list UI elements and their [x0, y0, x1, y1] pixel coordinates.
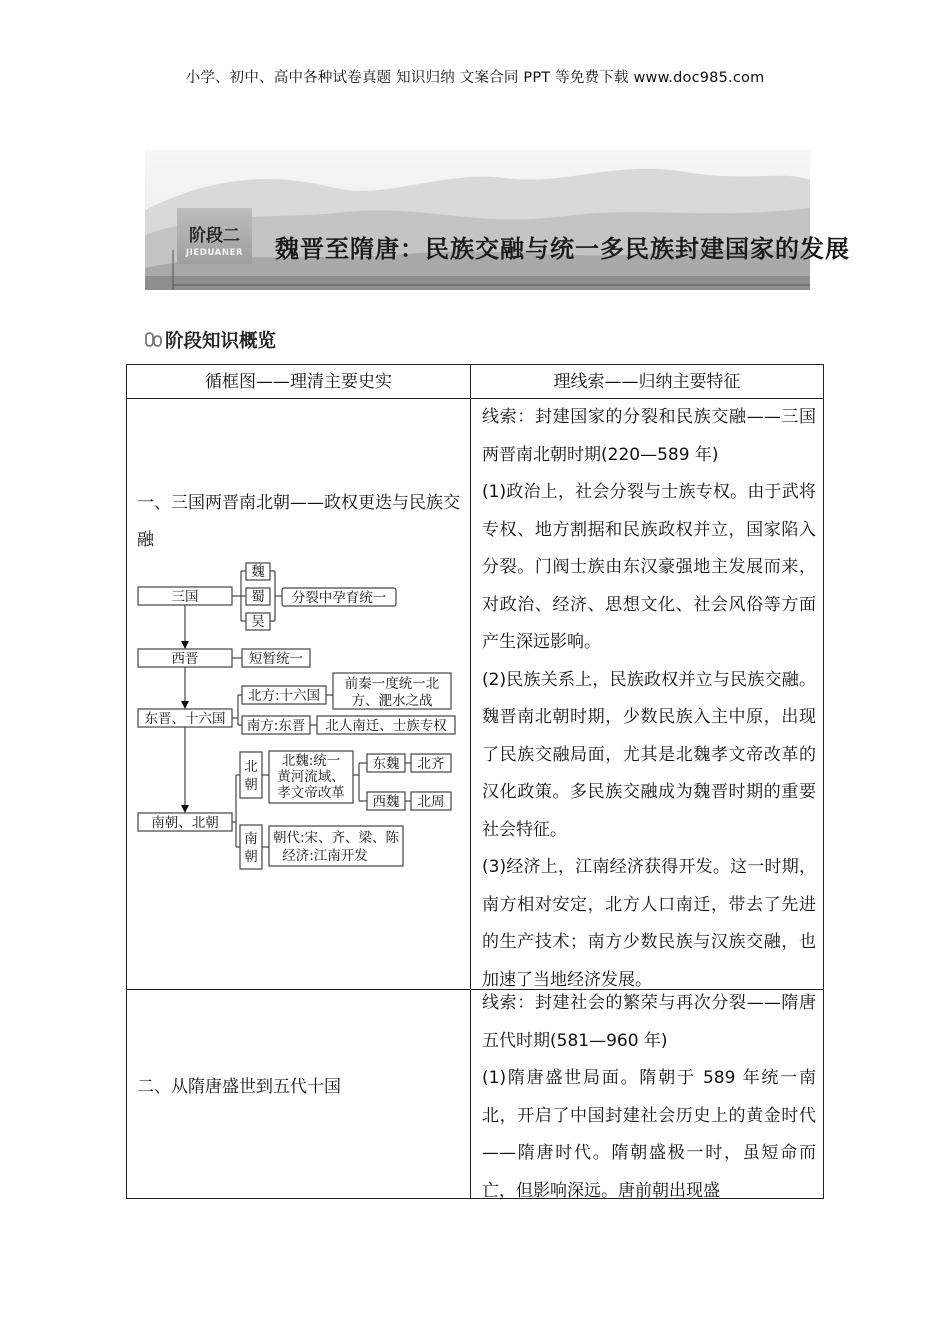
dongwei-label: 东魏	[372, 756, 400, 772]
beichao-label-2: 朝	[244, 777, 258, 793]
chapter-title: 魏晋至隋唐：民族交融与统一多民族封建国家的发展	[275, 235, 850, 263]
nanchao-economy-label: 经济:江南开发	[282, 848, 368, 864]
section-heading-text: 阶段知识概览	[165, 331, 277, 352]
row1-features	[482, 399, 816, 999]
sanguo-note-label: 分裂中孕育统一	[291, 590, 387, 606]
row1-point-2: (2)民族关系上，民族政权并立与民族交融。魏晋南北朝时期，少数民族入主中原，出现了民族交融局面，尤其是北魏孝文帝改革的汉化政策。多民族交融成为魏晋时期的重要社会特征。	[482, 669, 816, 840]
row1-point-3: (3)经济上，江南经济获得开发。这一时期，南方相对安定，北方人口南迁，带去了先进的生产技术；南方少数民族与汉族交融，也加速了当地经济发展。	[482, 857, 816, 990]
link-chain-icon	[145, 331, 163, 349]
xijin-note-label: 短暂统一	[249, 651, 303, 667]
dongjin-label: 东晋、十六国	[144, 711, 226, 727]
beiqi-label: 北齐	[417, 756, 445, 772]
xiwei-label: 西魏	[372, 794, 400, 810]
stage-pinyin: JIEDUANER	[185, 248, 244, 258]
wei-label: 魏	[251, 564, 265, 580]
beiwei-label-1: 北魏:统一	[281, 753, 341, 769]
beizhou-label: 北周	[417, 794, 445, 810]
sanguo-label: 三国	[171, 589, 199, 605]
row1-heading: 一、三国两晋南北朝——政权更迭与民族交融	[137, 493, 460, 550]
row1-clue: 线索：封建国家的分裂和民族交融——三国两晋南北朝时期(220—589 年)	[482, 407, 816, 465]
beichao-label-1: 北	[244, 759, 258, 775]
shu-label: 蜀	[251, 589, 265, 605]
column-divider	[470, 365, 471, 1198]
north16-label: 北方:十六国	[247, 688, 321, 704]
row2-features	[482, 985, 816, 1210]
qianqin-label-2: 方、淝水之战	[351, 693, 433, 709]
qianqin-label-1: 前秦一度统一北	[344, 676, 440, 692]
nanchao-dynasties-label: 朝代:宋、齐、梁、陈	[272, 830, 400, 846]
row2-point-1: (1)隋唐盛世局面。隋朝于 589 年统一南北，开启了中国封建社会历史上的黄金时代——隋唐时代。隋朝盛极一时，虽短命而亡，但影响深远。唐前朝出现盛	[482, 1068, 816, 1201]
stage-badge	[177, 208, 252, 264]
south-dongjin-label: 南方:东晋	[246, 718, 306, 734]
nanchao-label-2: 朝	[244, 849, 258, 865]
stage-label: 阶段二	[189, 226, 240, 246]
nanchao-label-1: 南	[244, 831, 258, 847]
knowledge-table	[126, 364, 824, 1199]
col1-header: 循框图——理清主要史实	[205, 372, 392, 392]
south-dongjin-note-label: 北人南迁、士族专权	[325, 718, 447, 734]
col2-header: 理线索——归纳主要特征	[553, 372, 741, 392]
beiwei-label-2: 黄河流域、	[277, 769, 345, 785]
beiwei-label-3: 孝文帝改革	[277, 785, 345, 801]
dynasty-flow-diagram	[135, 561, 465, 876]
wu-label: 吴	[251, 614, 265, 630]
row1-point-1: (1)政治上，社会分裂与士族专权。由于武将专权、地方割据和民族政权并立，国家陷入分裂。门阀士族由东汉豪强地主发展而来，对政治、经济、思想文化、社会风俗等方面产生深远影响。	[482, 482, 816, 652]
xijin-label: 西晋	[171, 651, 199, 667]
nanbei-label: 南朝、北朝	[151, 815, 219, 831]
row2-heading: 二、从隋唐盛世到五代十国	[137, 1077, 341, 1097]
row2-clue: 线索：封建社会的繁荣与再次分裂——隋唐五代时期(581—960 年)	[482, 993, 816, 1051]
watermark-text: 小学、初中、高中各种试卷真题 知识归纳 文案合同 PPT 等免费下载 www.doc985.com	[185, 70, 765, 86]
